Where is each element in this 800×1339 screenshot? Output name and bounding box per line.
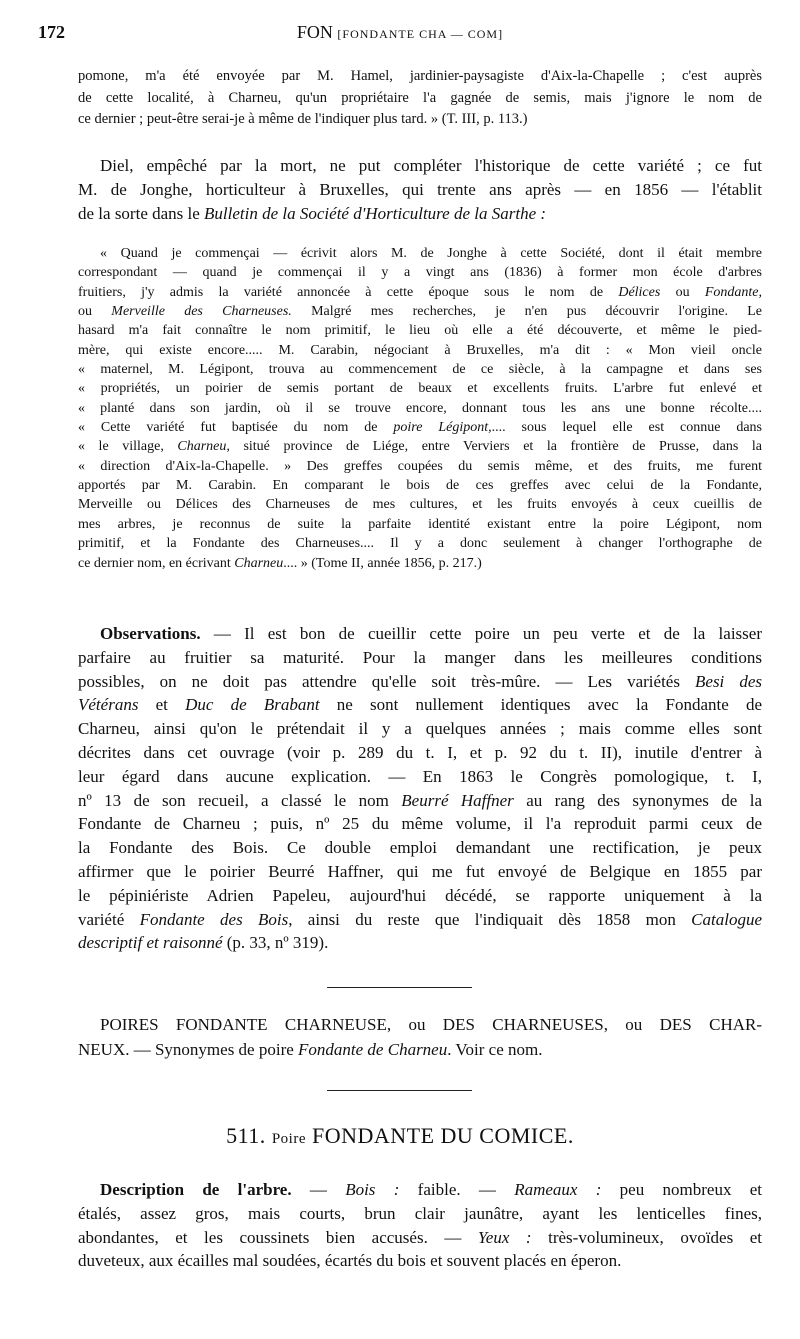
- text-run: et: [138, 695, 186, 715]
- text-run: Délices: [618, 284, 661, 300]
- text-line: [78, 109, 762, 131]
- text-line: [78, 202, 762, 226]
- quote-paragraph: [78, 244, 762, 573]
- section-title: FONDANTE DU COMICE.: [311, 1123, 574, 1148]
- text-run: le pépiniériste Adrien Papeleu, aujourd'hui décédé, se rapporte uniquement à la: [78, 885, 762, 905]
- text-run: .... » (Tome II, année 1856, p. 217.): [283, 555, 482, 571]
- page-number: 172: [38, 22, 65, 42]
- text-line: [78, 836, 762, 860]
- text-run: leur égard dans aucune explication. — En 1863 le Congrès pomologique, t. I,: [78, 766, 762, 786]
- text-run: Fondante de Charneu ; puis, nº 25 du même volume, il l'a reproduit parmi ceux de: [78, 814, 762, 834]
- text-run: « propriétés, un poirier de semis portant de beaux et excellents fruits. L'arbre fut enlevé et: [78, 381, 762, 397]
- text-run: (p. 33, nº 319).: [222, 933, 329, 953]
- text-line: [78, 717, 762, 741]
- text-run: « direction d'Aix-la-Chapelle. » Des greffes coupées du semis même, et des fruits, me furent: [78, 458, 762, 474]
- text-run: Fondante,: [704, 284, 762, 300]
- section-number: 511.: [226, 1123, 266, 1148]
- text-run: de cette localité, à Charneu, qu'un propriétaire l'a gagnée de semis, mais j'ignore le nom de: [78, 89, 762, 106]
- text-run: très-volumineux, ovoïdes et: [531, 1227, 763, 1247]
- text-run: de la sorte dans le: [78, 203, 205, 223]
- text-line: [78, 1202, 762, 1226]
- text-run: , ainsi du reste que l'indiquait dès 1858 mon: [288, 909, 692, 929]
- text-line: [78, 931, 762, 955]
- text-run: Malgré mes recherches, je n'en pus découvrir l'origine. Le: [291, 304, 762, 320]
- text-run: variété: [78, 909, 140, 929]
- section-heading: [0, 1123, 800, 1149]
- intro-paragraph: [78, 66, 762, 131]
- text-run: — Il est bon de cueillir cette poire un peu verte et de la laisser: [200, 624, 762, 643]
- text-line: [78, 741, 762, 765]
- text-line: [78, 66, 762, 88]
- text-line: [78, 1226, 762, 1250]
- text-run: peu nombreux et: [601, 1180, 762, 1199]
- text-run: ce dernier ; peut-être serai-je à même de l'indiquer plus tard. » (T. III, p. 113.): [78, 111, 528, 127]
- text-line: [78, 1178, 762, 1202]
- text-line: [78, 321, 762, 340]
- text-line: [78, 341, 762, 360]
- divider: [327, 987, 472, 988]
- text-line: [78, 457, 762, 476]
- text-run: Merveille ou Délices des Charneuses de mes cultures, et les fruits envoyés à ceux cueillis de: [78, 497, 762, 513]
- observations-paragraph: [78, 622, 762, 955]
- text-run: « Quand je commençai — écrivit alors M. de Jonghe à cette Société, dont il était membre: [100, 246, 762, 261]
- text-line: [78, 154, 762, 178]
- text-run: .... sous lequel elle est connue dans: [491, 420, 763, 436]
- text-run: Catalogue: [691, 909, 762, 929]
- text-line: [78, 1012, 762, 1037]
- text-run: « maternel, M. Légipont, trouva au commencement de ce siècle, à la campagne et dans ses: [78, 362, 762, 378]
- text-line: [78, 860, 762, 884]
- text-run: Bulletin de la Société d'Horticulture de la Sarthe :: [204, 203, 547, 223]
- text-run: Bois :: [345, 1180, 400, 1199]
- text-run: Fondante des Bois: [139, 909, 289, 929]
- divider: [327, 1090, 472, 1091]
- text-run: fruitiers, j'y admis la variété annoncée à cette époque sous le nom de: [78, 284, 619, 300]
- text-run: Rameaux :: [514, 1180, 602, 1199]
- diel-paragraph: [78, 154, 762, 225]
- text-run: abondantes, et les coussinets bien accusés. —: [78, 1227, 478, 1247]
- text-line: [78, 283, 762, 302]
- text-run: Charneu: [234, 555, 284, 571]
- text-run: . Voir ce nom.: [447, 1040, 543, 1059]
- text-run: affirmer que le poirier Beurré Haffner, qui me fut envoyé de Belgique en 1855 par: [78, 861, 762, 881]
- text-run: ne sont nullement identiques avec la Fondante de: [319, 695, 762, 715]
- text-line: [78, 263, 762, 282]
- text-run: Observations.: [100, 624, 201, 643]
- text-run: correspondant — quand je commençai il y a vingt ans (1836) à former mon école d'arbres: [78, 265, 762, 281]
- text-run: —: [291, 1180, 346, 1199]
- text-run: « planté dans son jardin, où il se trouve encore, donnant tous les ans une bonne récolte....: [78, 400, 762, 416]
- text-run: « Cette variété fut baptisée du nom de: [78, 420, 394, 436]
- text-run: mes arbres, je reconnus de suite la parfaite identité existant entre la poire Légipont, nom: [78, 516, 762, 532]
- text-line: [78, 379, 762, 398]
- text-run: Besi des: [695, 671, 762, 691]
- text-run: primitif, et la Fondante des Charneuses.... Il y a donc seulement à changer l'orthographe de: [78, 536, 762, 552]
- text-line: [78, 178, 762, 202]
- text-run: Duc de Brabant: [185, 695, 320, 715]
- text-line: [78, 554, 762, 573]
- text-line: [78, 693, 762, 717]
- text-line: [78, 646, 762, 670]
- text-run: au rang des synonymes de la: [513, 790, 763, 810]
- text-run: Charneu, ainsi qu'on le prétendait il y a quelques années ; mais comme elles sont: [78, 719, 762, 739]
- running-range: [FONDANTE CHA — COM]: [337, 27, 504, 41]
- running-title: FON: [296, 22, 333, 42]
- text-run: descriptif et raisonné: [78, 933, 223, 953]
- text-run: possibles, on ne doit pas attendre qu'elle soit très-mûre. — Les variétés: [78, 671, 696, 691]
- text-run: Vétérans: [78, 695, 139, 715]
- text-run: apportés par M. Carabin. En comparant le bois de ces greffes avec celui de la Fondante,: [78, 478, 762, 494]
- text-line: [78, 884, 762, 908]
- text-line: [78, 476, 762, 495]
- text-run: parfaire au fruitier sa maturité. Pour la manger dans les meilleures conditions: [78, 647, 762, 667]
- text-run: étalés, assez gros, mais courts, brun clair jaunâtre, ayant les lenticelles fines,: [78, 1203, 762, 1223]
- synonyms-paragraph: [78, 1012, 762, 1062]
- text-run: duveteux, aux écailles mal soudées, écartés du bois et souvent placés en éperon.: [78, 1251, 622, 1271]
- text-run: nº 13 de son recueil, a classé le nom: [78, 790, 402, 810]
- text-line: [78, 812, 762, 836]
- text-run: « le village,: [78, 439, 178, 455]
- text-run: faible. —: [399, 1180, 515, 1199]
- text-run: pomone, m'a été envoyée par M. Hamel, jardinier-paysagiste d'Aix-la-Chapelle ; c'est auprès: [78, 68, 762, 84]
- text-line: [78, 399, 762, 418]
- text-run: NEUX. — Synonymes de poire: [78, 1040, 299, 1059]
- running-header: [0, 22, 800, 46]
- text-run: mère, qui existe encore..... M. Carabin, négociant à Bruxelles, m'a dit : « Mon vieil oncle: [78, 342, 762, 358]
- text-line: [78, 244, 762, 263]
- text-run: décrites dans cet ouvrage (voir p. 289 du t. I, et p. 92 du t. II), inutile d'entrer à: [78, 742, 762, 762]
- text-line: [78, 670, 762, 694]
- text-run: Yeux :: [477, 1227, 532, 1247]
- text-line: [78, 495, 762, 514]
- text-run: Diel, empêché par la mort, ne put compléter l'historique de cette variété ; ce fut: [100, 156, 762, 175]
- text-run: Fondante de Charneu: [298, 1040, 448, 1059]
- section-prefix: Poire: [271, 1131, 306, 1147]
- text-run: Merveille des Charneuses.: [111, 304, 292, 320]
- text-run: Beurré Haffner: [401, 790, 514, 810]
- text-line: [78, 1037, 762, 1062]
- text-run: la Fondante des Bois. Ce double emploi demandant une rectification, je peux: [78, 838, 762, 858]
- text-line: [78, 302, 762, 321]
- text-run: Charneu,: [177, 439, 230, 455]
- text-line: [78, 360, 762, 379]
- text-run: ou: [660, 284, 705, 300]
- text-run: hasard m'a fait connaître le nom primitif, le lieu où elle a été découverte, et même le pied-: [78, 323, 762, 339]
- text-run: POIRES FONDANTE CHARNEUSE, ou DES CHARNEUSES, ou DES CHAR-: [100, 1015, 762, 1034]
- text-line: [78, 515, 762, 534]
- text-line: [78, 88, 762, 110]
- text-line: [78, 765, 762, 789]
- text-run: M. de Jonghe, horticulteur à Bruxelles, qui trente ans après — en 1856 — l'établit: [78, 179, 762, 199]
- text-line: [78, 622, 762, 646]
- text-run: ce dernier nom, en écrivant: [78, 555, 235, 571]
- text-line: [78, 534, 762, 553]
- text-run: Description de l'arbre.: [100, 1180, 292, 1199]
- text-line: [78, 418, 762, 437]
- text-line: [78, 1249, 762, 1273]
- description-paragraph: [78, 1178, 762, 1273]
- text-run: poire Légipont,: [393, 420, 492, 436]
- text-run: ou: [78, 304, 112, 320]
- text-run: situé province de Liége, entre Verviers et la frontière de Prusse, dans la: [229, 439, 762, 455]
- text-line: [78, 908, 762, 932]
- text-line: [78, 789, 762, 813]
- text-line: [78, 437, 762, 456]
